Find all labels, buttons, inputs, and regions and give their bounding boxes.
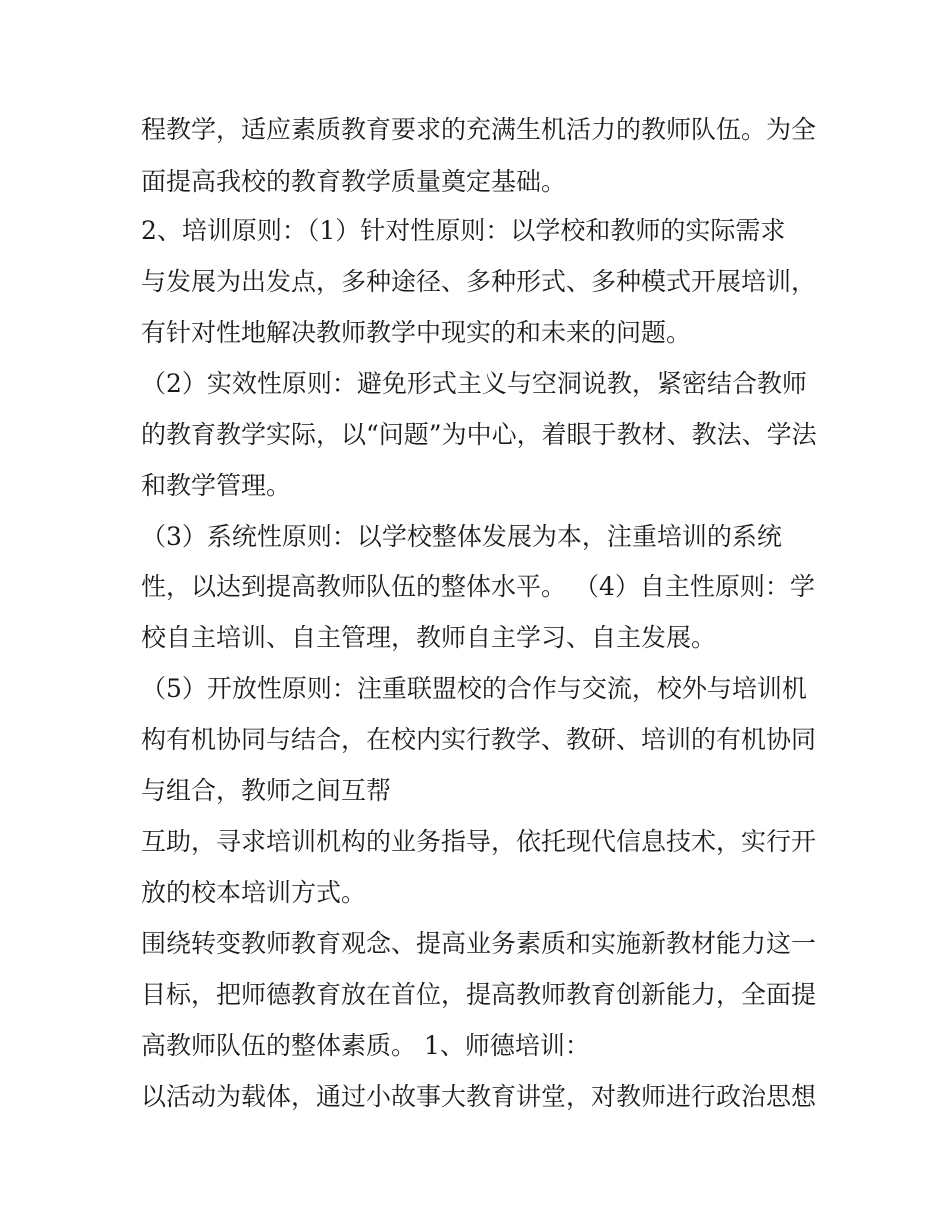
text-line: 互助，寻求培训机构的业务指导，依托现代信息技术，实行开 <box>141 827 817 856</box>
text-line: 性，以达到提高教师队伍的整体水平。 （4）自主性原则：学 <box>141 572 815 601</box>
text-line: 与组合，教师之间互帮 <box>141 776 392 805</box>
text-line: （3）系统性原则：以学校整体发展为本，注重培训的系统 <box>141 522 782 551</box>
text-line: （2）实效性原则：避免形式主义与空洞说教，紧密结合教师 <box>141 369 807 398</box>
text-line: 的教育教学实际，以“问题”为中心，着眼于教材、教法、学法 <box>141 420 817 449</box>
text-line: 面提高我校的教育教学质量奠定基础。 <box>141 167 567 196</box>
text-line: 放的校本培训方式。 <box>141 878 367 907</box>
text-line: 校自主培训、自主管理，教师自主学习、自主发展。 <box>141 623 717 652</box>
text-line: 围绕转变教师教育观念、提高业务素质和实施新教材能力这一 <box>141 929 817 958</box>
text-line: 目标，把师德教育放在首位，提高教师教育创新能力，全面提 <box>141 980 817 1009</box>
text-line: 程教学，适应素质教育要求的充满生机活力的教师队伍。为全 <box>141 115 817 144</box>
text-line: 有针对性地解决教师教学中现实的和未来的问题。 <box>141 318 692 347</box>
text-line: 以活动为载体，通过小故事大教育讲堂，对教师进行政治思想 <box>141 1082 817 1111</box>
text-line: 高教师队伍的整体素质。 1、师德培训： <box>141 1031 590 1060</box>
text-line: 与发展为出发点，多种途径、多种形式、多种模式开展培训， <box>141 267 817 296</box>
text-line: 构有机协同与结合，在校内实行教学、教研、培训的有机协同 <box>141 725 817 754</box>
text-line: 和教学管理。 <box>141 471 292 500</box>
text-line: 2、培训原则：（1）针对性原则：以学校和教师的实际需求 <box>141 216 786 245</box>
text-line: （5）开放性原则：注重联盟校的合作与交流，校外与培训机 <box>141 674 807 703</box>
